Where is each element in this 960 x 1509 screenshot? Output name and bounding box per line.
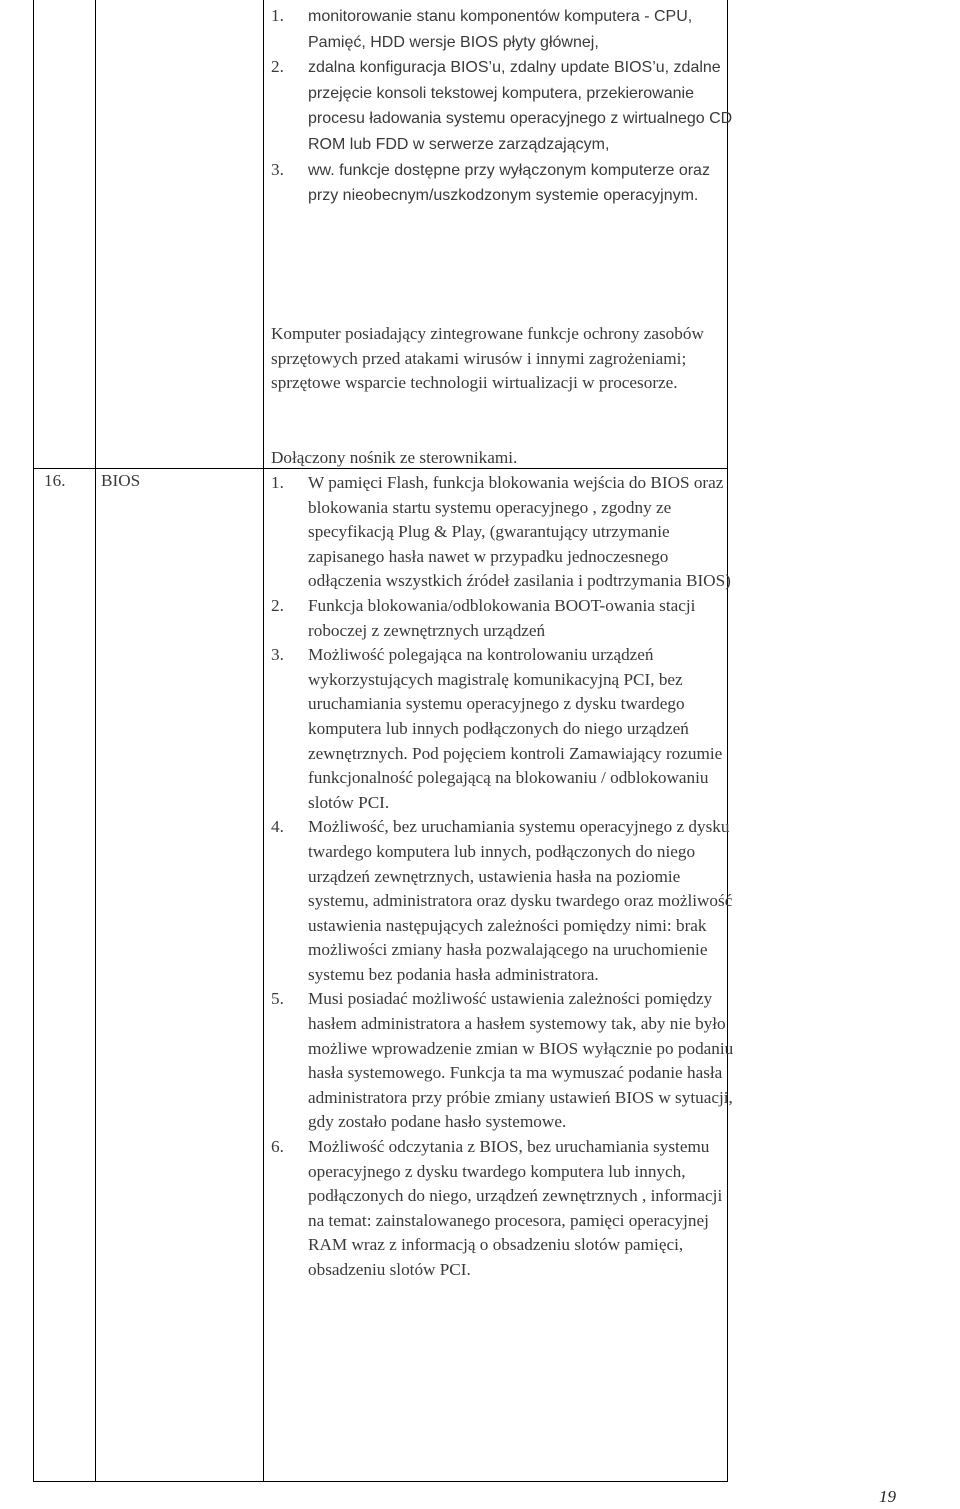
list-item-number: 6. (271, 1137, 284, 1157)
row-number: 16. (44, 471, 66, 490)
list-item-text: Funkcja blokowania/odblokowania BOOT-owania stacji roboczej z zewnętrznych urządzeń (308, 595, 696, 640)
table-border-left (33, 0, 34, 1482)
list-item-text: monitorowanie stanu komponentów komputera - CPU, Pamięć, HDD wersje BIOS płyty głównej, (308, 8, 693, 51)
list-item (271, 55, 741, 157)
bios-requirements-list (271, 471, 741, 1283)
table-border-bottom (33, 1481, 728, 1482)
row-name: BIOS (101, 471, 141, 490)
list-item-number: 2. (271, 57, 284, 77)
list-item-number: 1. (271, 473, 284, 492)
list-item-text: Możliwość, bez uruchamiania systemu operacyjnego z dysku twardego komputera lub innych, podłączonych do niego urządzeń zewnętrznych, ustawienia hasła na poziomie systemu, administratora oraz dysku twardego oraz możliwość ustawienia następujących zależności pomiędzy nimi: brak możliwości zmiany hasła pozwalającego na uruchomienie systemu bez podania hasła administratora. (308, 817, 733, 984)
list-item-number: 1. (271, 6, 284, 25)
list-item-number: 4. (271, 817, 284, 837)
list-item-number: 2. (271, 595, 284, 615)
security-paragraph: Komputer posiadający zintegrowane funkcje ochrony zasobów sprzętowych przed atakami wirusów i innymi zagrożeniami; sprzętowe wsparcie technologii wirtualizacji w procesorze. (271, 324, 704, 393)
list-item-text: zdalna konfiguracja BIOS’u, zdalny update BIOS’u, zdalne przejęcie konsoli tekstowej komputera, przekierowanie procesu ładowania systemu operacyjnego z wirtualnego CD ROM lub FDD w serwerze zarządzającym, (308, 59, 733, 153)
table-border-col2 (263, 0, 264, 1482)
list-item-number: 5. (271, 989, 284, 1009)
list-item-text: ww. funkcje dostępne przy wyłączonym komputerze oraz przy nieobecnym/uszkodzonym systemie operacyjnym. (308, 161, 710, 205)
list-item-text: W pamięci Flash, funkcja blokowania wejścia do BIOS oraz blokowania startu systemu operacyjnego , zgodny ze specyfikacją Plug & Play, (gwarantujący utrzymanie zapisanego hasła nawet w przypadku jednoczesnego odłączenia wszystkich źródeł zasilania i podtrzymania BIOS) (308, 473, 731, 591)
list-item (271, 987, 741, 1135)
page-number: 19 (879, 1487, 896, 1506)
table-border-col1 (95, 0, 96, 1482)
list-item (271, 1135, 741, 1283)
list-item-number: 3. (271, 645, 284, 665)
list-item (271, 158, 741, 209)
list-item (271, 471, 741, 594)
drivers-media-paragraph: Dołączony nośnik ze sterownikami. (271, 448, 518, 467)
list-item (271, 4, 741, 55)
remote-management-list (271, 4, 741, 209)
list-item (271, 815, 741, 987)
list-item-text: Możliwość polegająca na kontrolowaniu urządzeń wykorzystujących magistralę komunikacyjną PCI, bez uruchamiania systemu operacyjnego z dysku twardego komputera lub innych podłączonych do niego urządzeń zewnętrznych. Pod pojęciem kontroli Zamawiający rozumie funkcjonalność polegającą na blokowaniu / odblokowaniu slotów PCI. (308, 645, 723, 812)
list-item-number: 3. (271, 159, 284, 179)
list-item-text: Musi posiadać możliwość ustawienia zależności pomiędzy hasłem administratora a hasłem systemowy tak, aby nie było możliwe wprowadzenie zmian w BIOS wyłącznie po podaniu hasła systemowego. Funkcja ta ma wymuszać podanie hasła administratora przy próbie zmiany ustawień BIOS w sytuacji, gdy zostało podane hasło systemowe. (308, 989, 734, 1132)
list-item-text: Możliwość odczytania z BIOS, bez uruchamiania systemu operacyjnego z dysku twardego komputera lub innych, podłączonych do niego, urządzeń zewnętrznych , informacji na temat: zainstalowanego procesora, pamięci operacyjnej RAM wraz z informacją o obsadzeniu slotów pamięci, obsadzeniu slotów PCI. (308, 1137, 723, 1279)
list-item (271, 643, 741, 815)
list-item (271, 594, 741, 643)
